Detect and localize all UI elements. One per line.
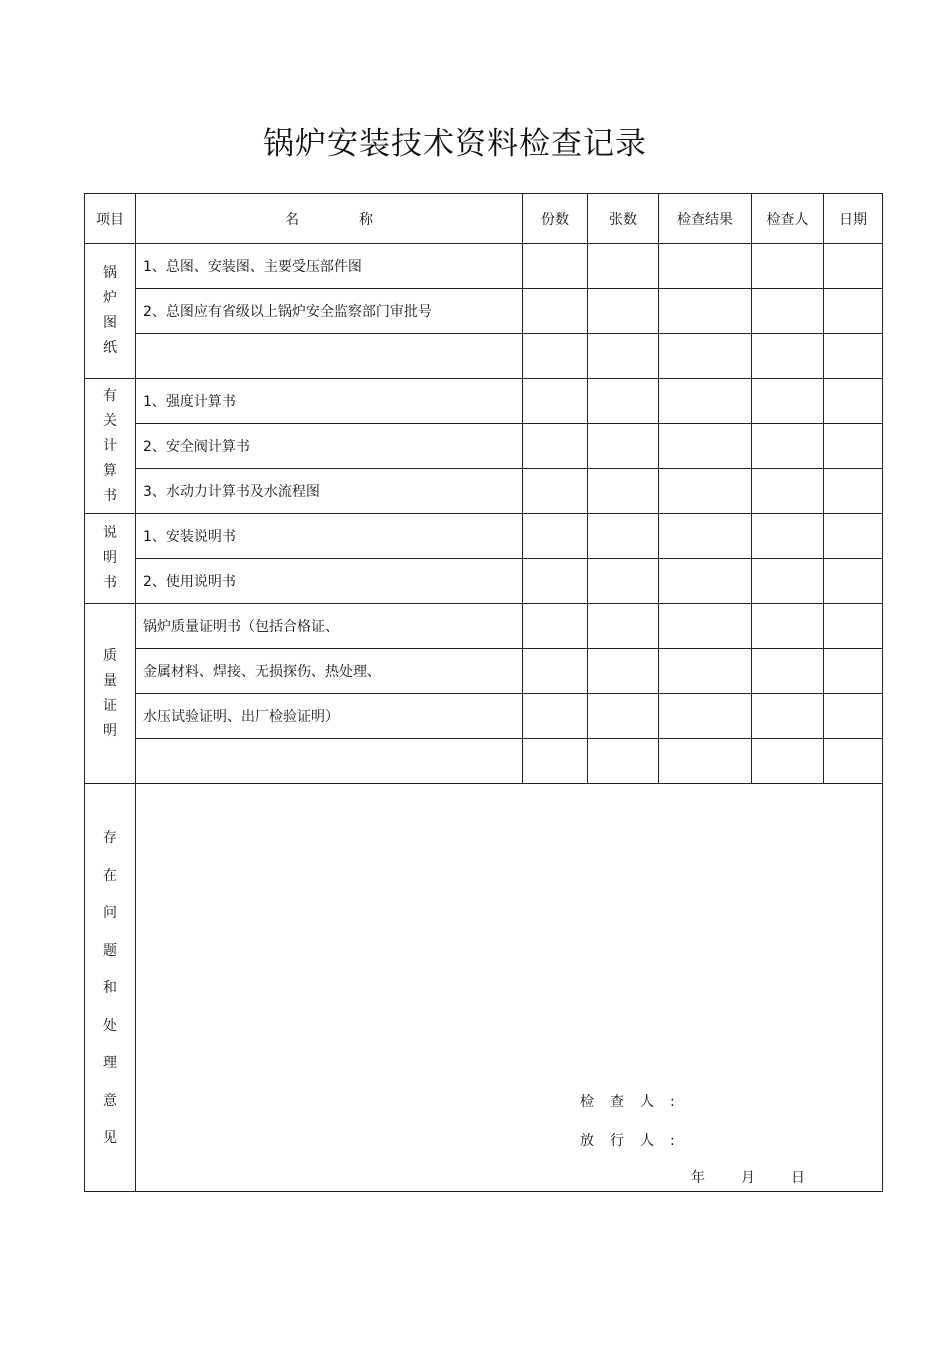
header-name-right: 称 (359, 211, 373, 228)
table-row (85, 469, 883, 514)
page-title: 锅炉安装技术资料检查记录 (263, 126, 647, 162)
date-cell[interactable] (824, 604, 883, 649)
result-cell[interactable] (659, 514, 752, 559)
sheets-cell[interactable] (588, 469, 659, 514)
header-item: 项目 (85, 194, 136, 244)
remarks-label-char: 问 (103, 905, 117, 921)
checker-signature (580, 1091, 691, 1111)
copies-cell[interactable] (523, 469, 588, 514)
group-label-char: 图 (103, 315, 117, 331)
document-name-cell: 锅炉质量证明书（包括合格证、 (136, 604, 523, 649)
group-label (85, 514, 136, 604)
table-header-row (85, 194, 883, 244)
copies-cell[interactable] (523, 379, 588, 424)
group-label-char: 明 (103, 550, 117, 566)
sheets-cell[interactable] (588, 739, 659, 784)
document-name-cell: 2、使用说明书 (136, 559, 523, 604)
remarks-label-char: 理 (103, 1055, 117, 1071)
copies-cell[interactable] (523, 289, 588, 334)
group-label-char: 明 (103, 722, 117, 739)
result-cell[interactable] (659, 334, 752, 379)
document-name-cell (136, 334, 523, 379)
document-name-cell: 1、总图、安装图、主要受压部件图 (136, 244, 523, 289)
header-copies: 份数 (523, 194, 588, 244)
sheets-cell[interactable] (588, 334, 659, 379)
table-row (85, 604, 883, 649)
date-cell[interactable] (824, 334, 883, 379)
table-row (85, 739, 883, 784)
table-row (85, 289, 883, 334)
table-row (85, 559, 883, 604)
inspection-table (84, 193, 883, 1192)
date-month: 月 (741, 1170, 755, 1186)
result-cell[interactable] (659, 379, 752, 424)
document-name-cell: 2、安全阀计算书 (136, 424, 523, 469)
inspector-cell[interactable] (752, 514, 824, 559)
table-row (85, 379, 883, 424)
inspector-cell[interactable] (752, 469, 824, 514)
header-name (136, 194, 523, 244)
copies-cell[interactable] (523, 244, 588, 289)
date-cell[interactable] (824, 244, 883, 289)
sheets-cell[interactable] (588, 514, 659, 559)
inspector-cell[interactable] (752, 739, 824, 784)
inspector-cell[interactable] (752, 694, 824, 739)
date-cell[interactable] (824, 379, 883, 424)
sheets-cell[interactable] (588, 424, 659, 469)
document-name-cell: 水压试验证明、出厂检验证明） (136, 694, 523, 739)
result-cell[interactable] (659, 694, 752, 739)
header-result: 检查结果 (659, 194, 752, 244)
sheets-cell[interactable] (588, 694, 659, 739)
table-row (85, 649, 883, 694)
group-label-char: 书 (103, 575, 117, 591)
document-name-cell (136, 739, 523, 784)
document-name-cell: 1、安装说明书 (136, 514, 523, 559)
copies-cell[interactable] (523, 514, 588, 559)
inspector-cell[interactable] (752, 424, 824, 469)
remarks-label-char: 见 (103, 1130, 117, 1146)
result-cell[interactable] (659, 469, 752, 514)
group-label-char: 书 (103, 487, 117, 504)
date-cell[interactable] (824, 514, 883, 559)
remarks-label-char: 意 (103, 1092, 117, 1109)
result-cell[interactable] (659, 559, 752, 604)
header-sheets: 张数 (588, 194, 659, 244)
remarks-row (85, 784, 883, 1192)
group-label-char: 关 (103, 412, 117, 429)
inspector-cell[interactable] (752, 289, 824, 334)
remarks-label-char: 题 (103, 942, 117, 959)
remarks-label-char: 在 (103, 867, 117, 884)
date-day: 日 (791, 1170, 805, 1186)
header-date: 日期 (824, 194, 883, 244)
remarks-label (85, 784, 136, 1192)
date-cell[interactable] (824, 424, 883, 469)
sheets-cell[interactable] (588, 289, 659, 334)
inspector-cell[interactable] (752, 334, 824, 379)
inspector-cell[interactable] (752, 379, 824, 424)
result-cell[interactable] (659, 289, 752, 334)
remarks-content-area[interactable] (136, 784, 883, 1192)
document-name-cell: 1、强度计算书 (136, 379, 523, 424)
date-cell[interactable] (824, 289, 883, 334)
header-inspector: 检查人 (752, 194, 824, 244)
group-label-char: 锅 (103, 265, 117, 281)
group-label (85, 379, 136, 514)
date-cell[interactable] (824, 559, 883, 604)
remarks-label-char: 处 (103, 1017, 117, 1034)
checker-label: 检查人: (580, 1094, 691, 1110)
result-cell[interactable] (659, 739, 752, 784)
copies-cell[interactable] (523, 649, 588, 694)
date-cell[interactable] (824, 469, 883, 514)
group-label (85, 604, 136, 784)
group-label (85, 244, 136, 379)
date-cell[interactable] (824, 694, 883, 739)
document-name-cell: 3、水动力计算书及水流程图 (136, 469, 523, 514)
sheets-cell[interactable] (588, 559, 659, 604)
sheets-cell[interactable] (588, 649, 659, 694)
remarks-label-char: 和 (103, 980, 117, 996)
date-year: 年 (691, 1170, 705, 1186)
group-label-char: 算 (103, 462, 117, 479)
document-name-cell: 金属材料、焊接、无损探伤、热处理、 (136, 649, 523, 694)
group-label-char: 炉 (103, 290, 117, 306)
remarks-label-char: 存 (103, 830, 117, 846)
group-label-char: 纸 (103, 340, 117, 356)
inspector-cell[interactable] (752, 559, 824, 604)
header-name-left: 名 (285, 211, 299, 228)
group-label-char: 说 (103, 525, 117, 541)
table-row (85, 694, 883, 739)
date-cell[interactable] (824, 649, 883, 694)
group-label-char: 计 (103, 437, 117, 454)
releaser-signature (580, 1130, 691, 1150)
result-cell[interactable] (659, 604, 752, 649)
date-cell[interactable] (824, 739, 883, 784)
copies-cell[interactable] (523, 424, 588, 469)
result-cell[interactable] (659, 649, 752, 694)
sheets-cell[interactable] (588, 604, 659, 649)
releaser-label: 放行人: (580, 1133, 691, 1149)
table-row (85, 514, 883, 559)
table-row (85, 334, 883, 379)
group-label-char: 质 (103, 647, 117, 664)
group-label-char: 证 (103, 697, 117, 714)
copies-cell[interactable] (523, 694, 588, 739)
group-label-char: 有 (103, 387, 117, 404)
table-row (85, 424, 883, 469)
table-row (85, 244, 883, 289)
result-cell[interactable] (659, 424, 752, 469)
inspector-cell[interactable] (752, 244, 824, 289)
sheets-cell[interactable] (588, 244, 659, 289)
inspector-cell[interactable] (752, 604, 824, 649)
inspector-cell[interactable] (752, 649, 824, 694)
sheets-cell[interactable] (588, 379, 659, 424)
copies-cell[interactable] (523, 334, 588, 379)
copies-cell[interactable] (523, 559, 588, 604)
group-label-char: 量 (103, 672, 117, 689)
result-cell[interactable] (659, 244, 752, 289)
copies-cell[interactable] (523, 739, 588, 784)
copies-cell[interactable] (523, 604, 588, 649)
document-name-cell: 2、总图应有省级以上锅炉安全监察部门审批号 (136, 289, 523, 334)
